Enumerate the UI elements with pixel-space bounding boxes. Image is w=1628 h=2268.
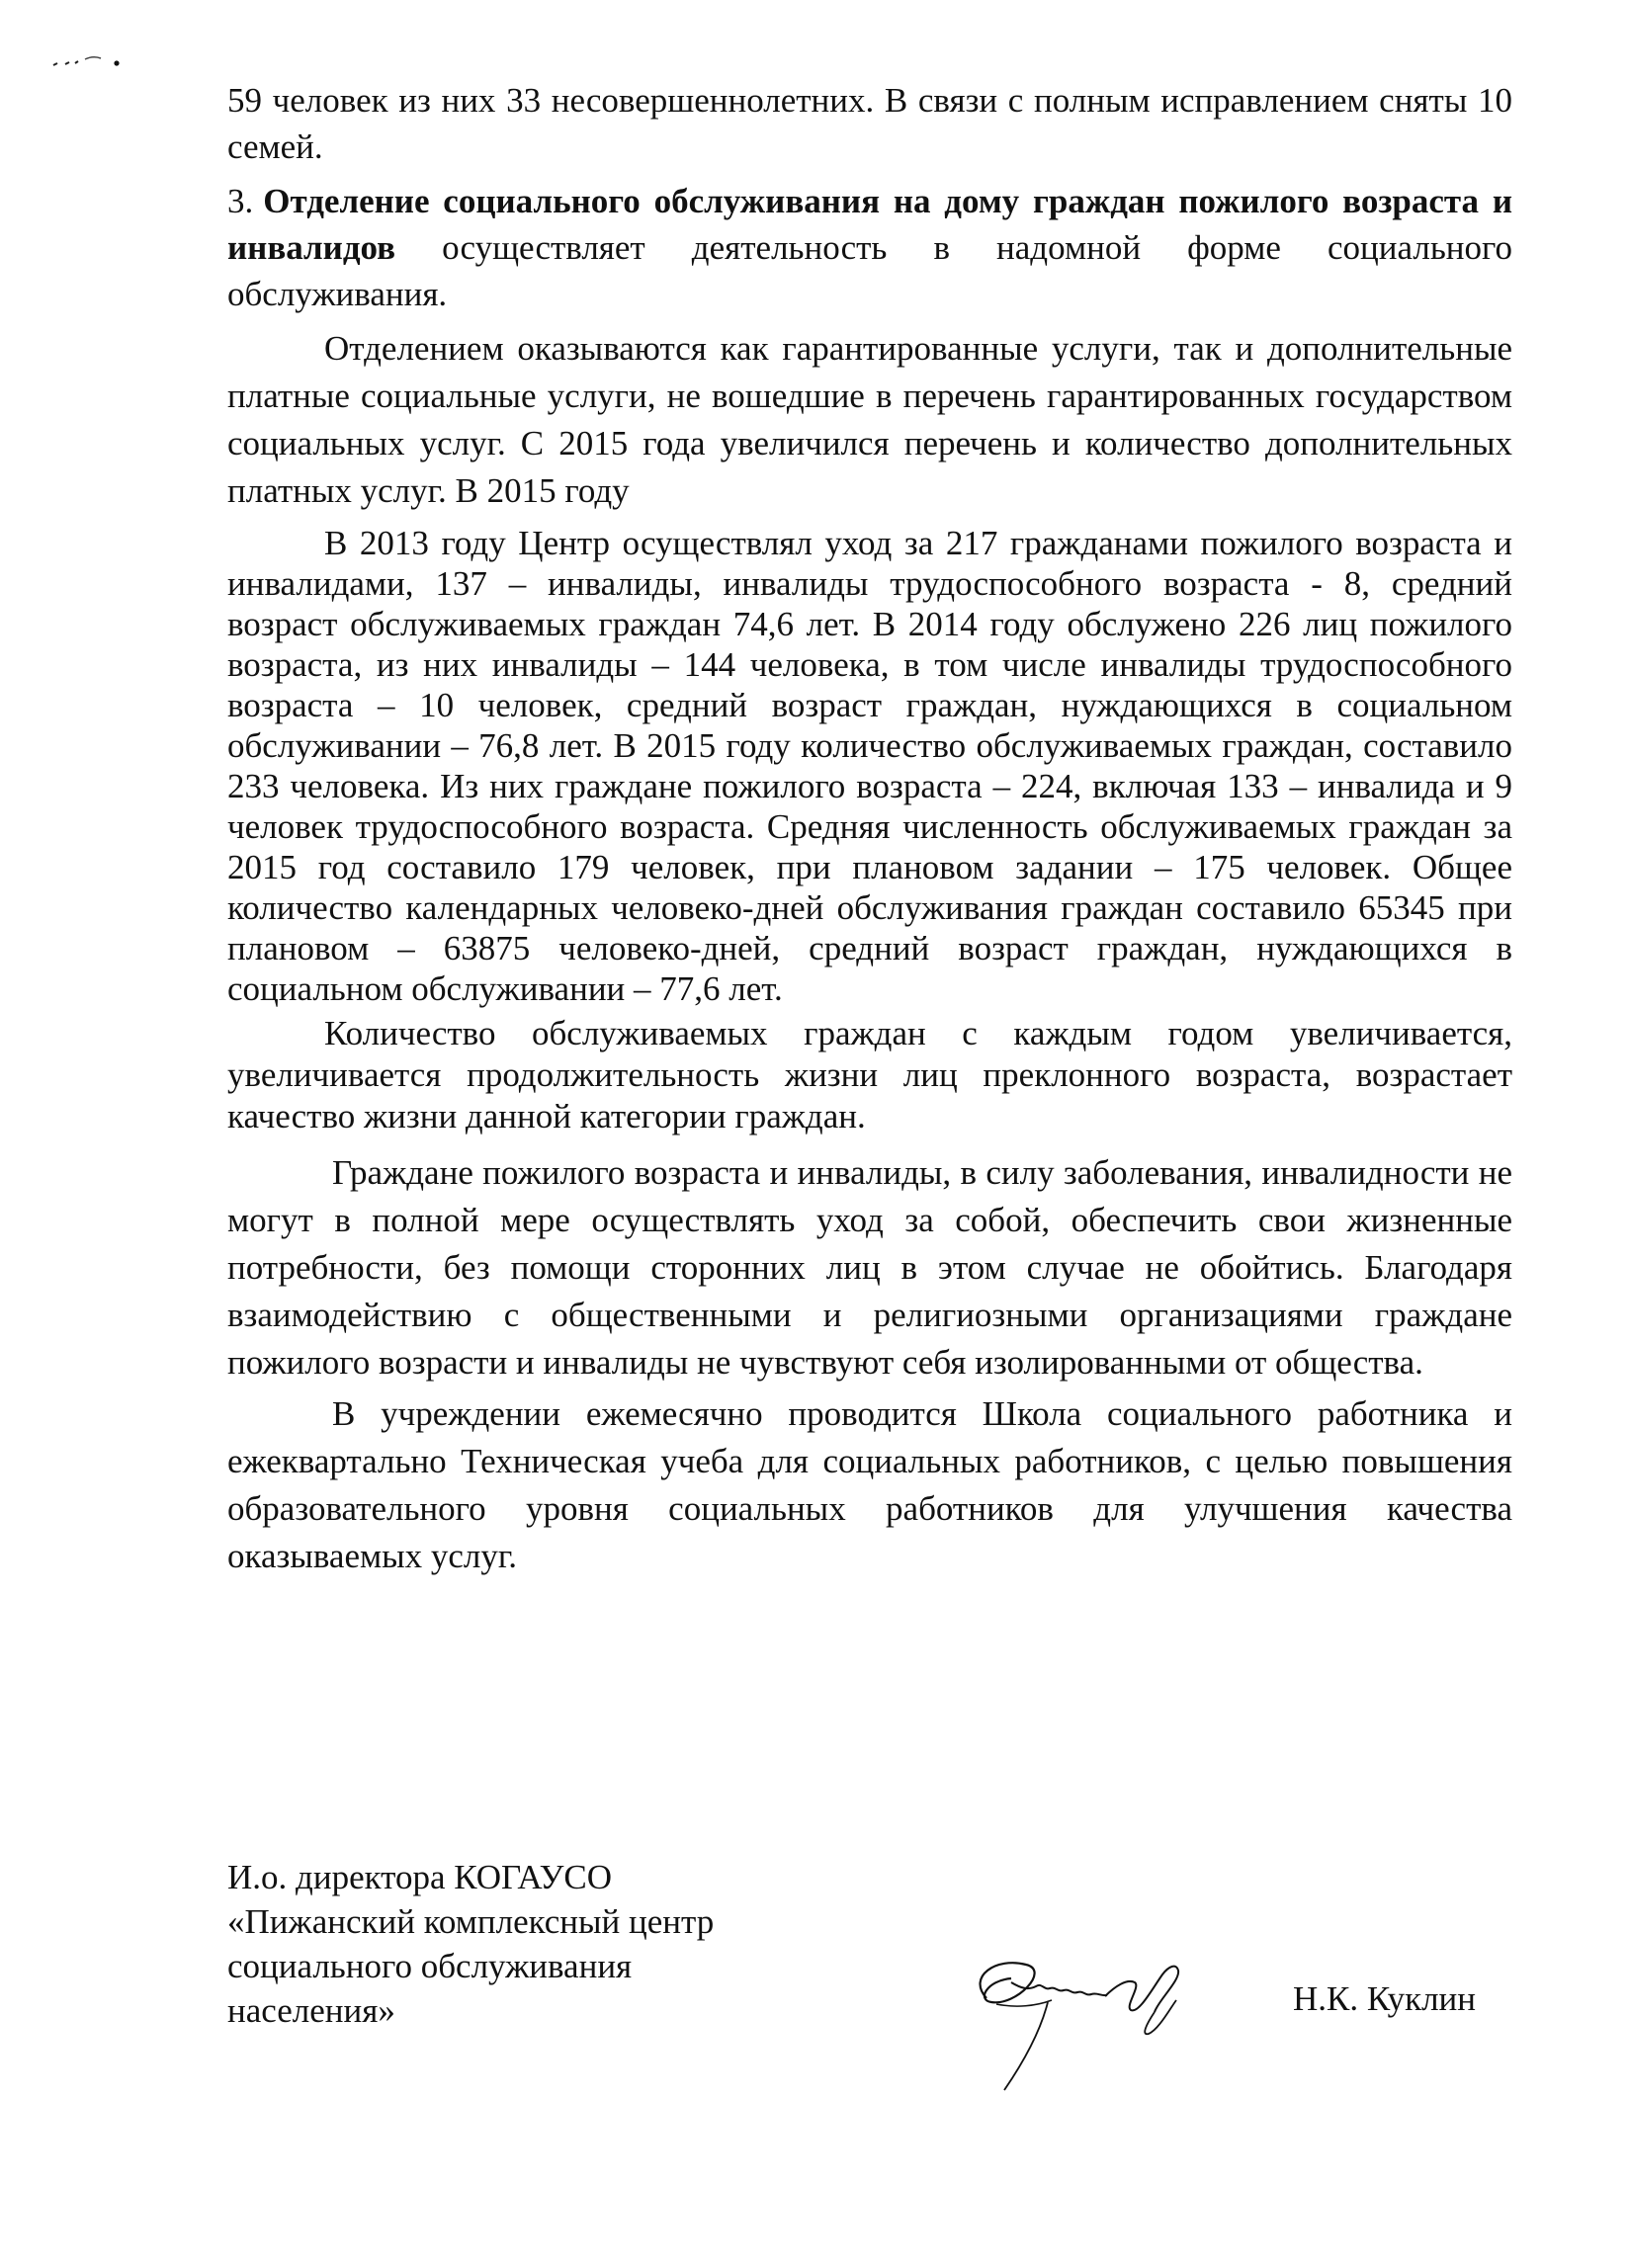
handwritten-signature [957,1917,1224,2115]
signatory-title-line-1: И.о. директора КОГАУСО [227,1858,613,1896]
paragraph-section-3 [227,178,1512,317]
scan-artifact-mark [51,51,121,71]
signer-name: Н.К. Куклин [1293,1979,1477,2018]
paragraph-training: В учреждении ежемесячно проводится Школа социального работника и ежеквартально Техническая учеба для социальных работников, с целью повышения образовательного уровня социальных работников для улучшения качества оказываемых услуг. [227,1394,1512,1575]
paragraph-continuation: 59 человек из них 33 несовершеннолетних. В связи с полным исправлением сняты 10 семей. [227,81,1512,166]
signatory-title-line-3: социального обслуживания [227,1947,633,1985]
section-heading: Отделение социального обслуживания на дому граждан пожилого возраста и инвалидов [227,182,1512,267]
signatory-title-block [227,1855,919,2033]
document-body [227,77,1512,1580]
paragraph-needs: Граждане пожилого возраста и инвалиды, в силу заболевания, инвалидности не могут в полной мере осуществлять уход за собой, обеспечить свои жизненные потребности, без помощи сторонних лиц в этом случае не обойтись. Благодаря взаимодействию с общественными и религиозными организациями граждане пожилого возрасти и инвалиды не чувствуют себя изолированными от общества. [227,1153,1512,1382]
paragraph-services: Отделением оказываются как гарантированные услуги, так и дополнительные платные социальные услуги, не вошедшие в перечень гарантированных государством социальных услуг. С 2015 года увеличился перечень и количество дополнительных платных услуг. В 2015 году [227,329,1512,510]
section-number: 3. [227,182,254,220]
section-heading-rest: осуществляет деятельность в надомной форме социального обслуживания. [227,228,1512,313]
signatory-title-line-2: «Пижанский комплексный центр [227,1902,715,1941]
signatory-title-line-4: населения» [227,1991,395,2030]
paragraph-trends: Количество обслуживаемых граждан с каждым годом увеличивается, увеличивается продолжительность жизни лиц преклонного возраста, возрастает качество жизни данной категории граждан. [227,1014,1512,1135]
paragraph-statistics: В 2013 году Центр осуществлял уход за 217 гражданами пожилого возраста и инвалидами, 137 – инвалиды, инвалиды трудоспособного возраста - 8, средний возраст обслуживаемых граждан 74,6 лет. В 2014 году обслужено 226 лиц пожилого возраста, из них инвалиды – 144 человека, в том числе инвалиды трудоспособного возраста – 10 человек, средний возраст граждан, нуждающихся в социальном обслуживании – 76,8 лет. В 2015 году количество обслуживаемых граждан, составило 233 человека. Из них граждане пожилого возраста – 224, включая 133 – инвалида и 9 человек трудоспособного возраста. Средняя численность обслуживаемых граждан за 2015 год составило 179 человек, при плановом задании – 175 человек. Общее количество календарных человеко-дней обслуживания граждан составило 65345 при плановом – 63875 человеко-дней, средний возраст граждан, нуждающихся в социальном обслуживании – 77,6 лет. [227,524,1512,1008]
